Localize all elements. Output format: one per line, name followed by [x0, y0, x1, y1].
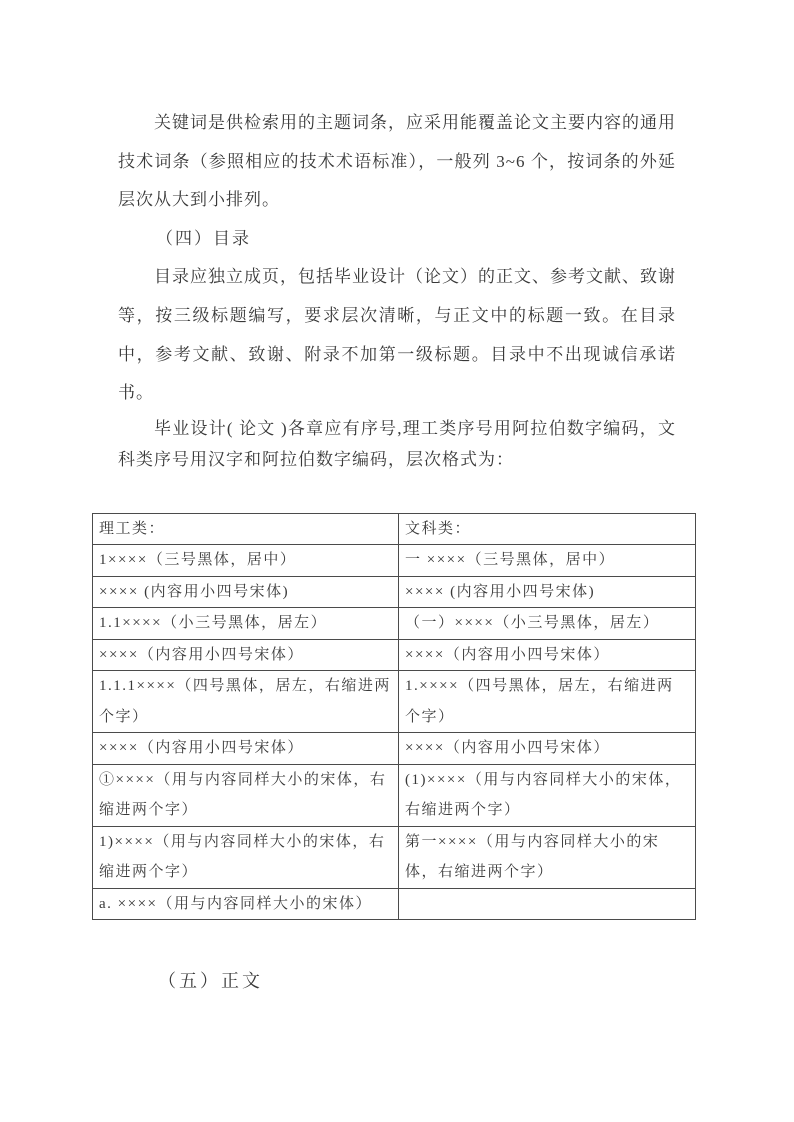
table-cell: （一）××××（小三号黑体，居左） — [399, 608, 696, 640]
table-cell — [399, 888, 696, 920]
table-cell: ×××× (内容用小四号宋体) — [399, 576, 696, 608]
table-row — [93, 888, 696, 920]
table-cell: 文科类： — [399, 513, 696, 545]
table-cell: 1)××××（用与内容同样大小的宋体，右缩进两个字） — [93, 826, 399, 888]
table-cell: a. ××××（用与内容同样大小的宋体） — [93, 888, 399, 920]
table-row-header — [93, 513, 696, 545]
table-row — [93, 576, 696, 608]
table-cell: 1.1××××（小三号黑体，居左） — [93, 608, 399, 640]
table-row — [93, 639, 696, 671]
table-row — [93, 733, 696, 765]
table-row — [93, 764, 696, 826]
table-cell: 1.1.1××××（四号黑体，居左，右缩进两个字） — [93, 671, 399, 733]
table-cell: 理工类： — [93, 513, 399, 545]
numbering-format-table — [92, 513, 696, 921]
table-row — [93, 608, 696, 640]
table-cell: 一 ××××（三号黑体，居中） — [399, 545, 696, 577]
table-cell: ×××× (内容用小四号宋体) — [93, 576, 399, 608]
table-cell: ××××（内容用小四号宋体） — [93, 733, 399, 765]
heading-section-five-body-text: （五）正文 — [158, 971, 263, 992]
paragraph-toc-rules: 目录应独立成页，包括毕业设计（论文）的正文、参考文献、致谢等，按三级标题编写，要求层次清晰，与正文中的标题一致。在目录中，参考文献、致谢、附录不加第一级标题。目录中不出现诚信承诺书。 — [118, 267, 676, 403]
table-cell: (1)××××（用与内容同样大小的宋体，右缩进两个字） — [399, 764, 696, 826]
table-cell: ××××（内容用小四号宋体） — [399, 733, 696, 765]
heading-section-four-toc: （四）目录 — [156, 228, 251, 248]
table-cell: 第一××××（用与内容同样大小的宋体，右缩进两个字） — [399, 826, 696, 888]
table-row — [93, 671, 696, 733]
table-cell: ××××（内容用小四号宋体） — [93, 639, 399, 671]
paragraph-keywords: 关键词是供检索用的主题词条，应采用能覆盖论文主要内容的通用技术词条（参照相应的技术术语标准），一般列 3~6 个，按词条的外延层次从大到小排列。 — [118, 113, 676, 210]
table-cell: ①××××（用与内容同样大小的宋体，右缩进两个字） — [93, 764, 399, 826]
table-row — [93, 826, 696, 888]
table-cell: ××××（内容用小四号宋体） — [399, 639, 696, 671]
paragraph-chapter-numbering: 毕业设计( 论文 )各章应有序号,理工类序号用阿拉伯数字编码，文科类序号用汉字和阿拉伯数字编码，层次格式为： — [118, 418, 676, 469]
table-cell: 1.××××（四号黑体，居左，右缩进两个字） — [399, 671, 696, 733]
table-cell: 1××××（三号黑体，居中） — [93, 545, 399, 577]
numbering-format-table-body — [93, 513, 696, 920]
table-row — [93, 545, 696, 577]
